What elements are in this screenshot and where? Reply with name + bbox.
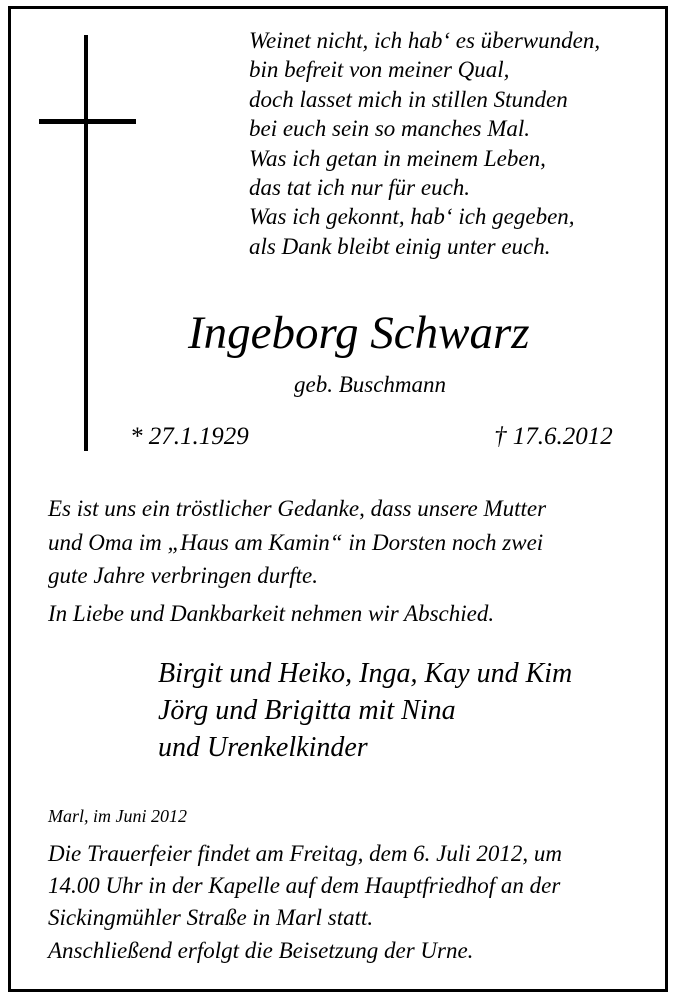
cross-icon-horizontal-bar [39,119,136,124]
funeral-paragraph [48,838,648,934]
death-date: † 17.6.2012 [494,423,613,450]
family-line: Birgit und Heiko, Inga, Kay und Kim [158,658,573,689]
family-line: und Urenkelkinder [158,732,368,763]
poem-line: als Dank bleibt einig unter euch. [249,233,551,259]
maiden-name: geb. Buschmann [294,372,447,397]
farewell-line: In Liebe und Dankbarkeit nehmen wir Abschied. [48,601,495,626]
burial-line: Anschließend erfolgt die Beisetzung der Urne. [48,938,474,963]
funeral-line: 14.00 Uhr in der Kapelle auf dem Hauptfriedhof an der [48,873,561,898]
poem-line: das tat ich nur für euch. [249,175,471,201]
poem-line: bin befreit von meiner Qual, [249,57,510,83]
family-line: Jörg und Brigitta mit Nina [158,695,456,726]
funeral-line: Die Trauerfeier findet am Freitag, dem 6. Juli 2012, um [48,841,563,866]
message-paragraph [48,492,648,593]
place-date: Marl, im Juni 2012 [48,806,187,826]
message-line: und Oma im „Haus am Kamin“ in Dorsten noch zwei [48,529,544,555]
message-line: Es ist uns ein tröstlicher Gedanke, dass unsere Mutter [48,496,547,521]
message-line: gute Jahre verbringen durfte. [48,563,318,588]
poem-line: Weinet nicht, ich hab‘ es überwunden, [249,28,601,53]
funeral-line: Sickingmühler Straße in Marl statt. [48,905,374,930]
deceased-name: Ingeborg Schwarz [188,307,530,359]
poem-line: Was ich gekonnt, hab‘ ich gegeben, [249,204,575,230]
poem-line: Was ich getan in meinem Leben, [249,145,546,171]
poem [249,26,659,261]
poem-line: doch lasset mich in stillen Stunden [249,86,568,112]
birth-date: * 27.1.1929 [130,423,249,450]
cross-icon-vertical-bar [84,35,88,451]
poem-line: bei euch sein so manches Mal. [249,116,531,142]
family-list [158,655,572,766]
